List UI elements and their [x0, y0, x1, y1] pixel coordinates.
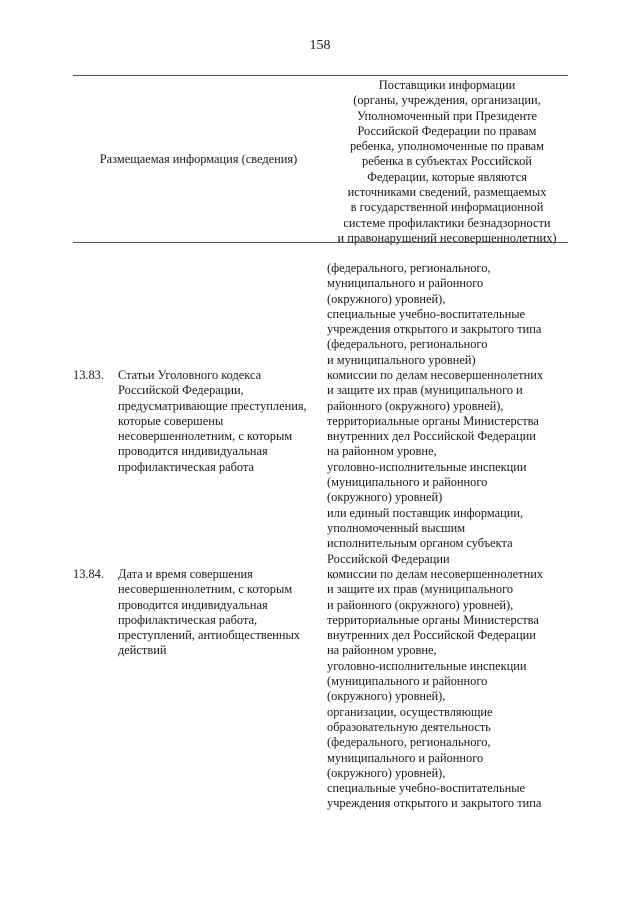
- header-line: Уполномоченный при Президенте: [356, 108, 538, 123]
- continuation-providers: [327, 261, 567, 368]
- provider-line: уголовно-исполнительные инспекции: [327, 459, 527, 474]
- row-providers: [327, 368, 567, 567]
- provider-line: территориальные органы Министерства: [327, 612, 539, 627]
- provider-line: (окружного) уровней),: [327, 689, 446, 704]
- provider-line: (муниципального и районного: [327, 475, 488, 490]
- provider-line: (окружного) уровней),: [327, 291, 446, 306]
- name-line: Статьи Уголовного кодекса: [118, 368, 262, 382]
- provider-line: образовательную деятельность: [327, 719, 491, 734]
- name-line: профилактическая работа,: [118, 612, 258, 627]
- provider-line: муниципального и районного: [327, 750, 484, 765]
- provider-line: комиссии по делам несовершеннолетних: [327, 368, 544, 382]
- provider-line: (окружного) уровней): [327, 490, 443, 505]
- table-header-top-rule: [73, 75, 568, 76]
- header-line: системе профилактики безнадзорности: [343, 215, 551, 230]
- row-info-name: [118, 567, 318, 659]
- column-header-providers: [327, 78, 567, 246]
- provider-line: на районном уровне,: [327, 444, 437, 459]
- provider-line: уголовно-исполнительные инспекции: [327, 658, 527, 673]
- provider-line: или единый поставщик информации,: [327, 505, 524, 520]
- provider-line: Российской Федерации: [327, 551, 450, 566]
- header-line: Федерации, которые являются: [367, 169, 527, 184]
- provider-line: и районного (окружного) уровней),: [327, 597, 514, 612]
- provider-line: (окружного) уровней),: [327, 765, 446, 780]
- column-header-info: [80, 152, 317, 167]
- name-line: профилактическая работа: [118, 459, 255, 474]
- provider-line: комиссии по делам несовершеннолетних: [327, 567, 544, 581]
- provider-line: и защите их прав (муниципального и: [327, 383, 523, 398]
- name-line: несовершеннолетним, с которым: [118, 582, 293, 597]
- name-line: преступлений, антиобщественных: [118, 628, 300, 643]
- table-header-bottom-rule: [73, 242, 568, 243]
- name-line: действий: [118, 643, 167, 658]
- provider-line: территориальные органы Министерства: [327, 413, 539, 428]
- row-providers: [327, 567, 567, 812]
- name-line: Российской Федерации,: [118, 383, 244, 398]
- provider-line: (муниципального и районного: [327, 674, 488, 689]
- provider-line: районного (окружного) уровней),: [327, 398, 504, 413]
- name-line: которые совершены: [118, 413, 224, 428]
- provider-line: исполнительным органом субъекта: [327, 536, 513, 551]
- name-line: предусматривающие преступления,: [118, 398, 307, 413]
- header-line: в государственной информационной: [350, 200, 544, 215]
- name-line: проводится индивидуальная: [118, 444, 268, 459]
- provider-line: (федерального, регионального,: [327, 261, 491, 275]
- header-line: источниками сведений, размещаемых: [347, 185, 547, 200]
- row-number: 13.83.: [73, 368, 104, 382]
- name-line: несовершеннолетним, с которым: [118, 429, 293, 444]
- provider-line: специальные учебно-воспитательные: [327, 781, 526, 796]
- name-line: проводится индивидуальная: [118, 597, 268, 612]
- header-line: и правонарушений несовершеннолетних): [337, 230, 557, 245]
- provider-line: организации, осуществляющие: [327, 704, 493, 719]
- header-line: Размещаемая информация (сведения): [99, 152, 298, 166]
- name-line: Дата и время совершения: [118, 567, 253, 581]
- page-number: 158: [309, 38, 331, 53]
- provider-line: внутренних дел Российской Федерации: [327, 429, 536, 444]
- provider-line: на районном уровне,: [327, 643, 437, 658]
- provider-line: учреждения открытого и закрытого типа: [327, 322, 542, 337]
- header-line: Поставщики информации: [378, 78, 516, 92]
- provider-line: специальные учебно-воспитательные: [327, 306, 526, 321]
- provider-line: учреждения открытого и закрытого типа: [327, 796, 542, 811]
- header-line: (органы, учреждения, организации,: [353, 93, 541, 108]
- header-line: ребенка в субъектах Российской: [362, 154, 532, 169]
- header-line: ребенка, уполномоченные по правам: [349, 139, 545, 154]
- provider-line: внутренних дел Российской Федерации: [327, 628, 536, 643]
- provider-line: (федерального, регионального,: [327, 735, 491, 750]
- provider-line: (федерального, регионального: [327, 337, 488, 352]
- provider-line: муниципального и районного: [327, 276, 484, 291]
- row-info-name: [118, 368, 318, 475]
- header-line: Российской Федерации по правам: [357, 123, 537, 138]
- provider-line: и защите их прав (муниципального: [327, 582, 514, 597]
- row-number: 13.84.: [73, 567, 104, 581]
- provider-line: и муниципального уровней): [327, 352, 476, 367]
- provider-line: уполномоченный высшим: [327, 520, 466, 535]
